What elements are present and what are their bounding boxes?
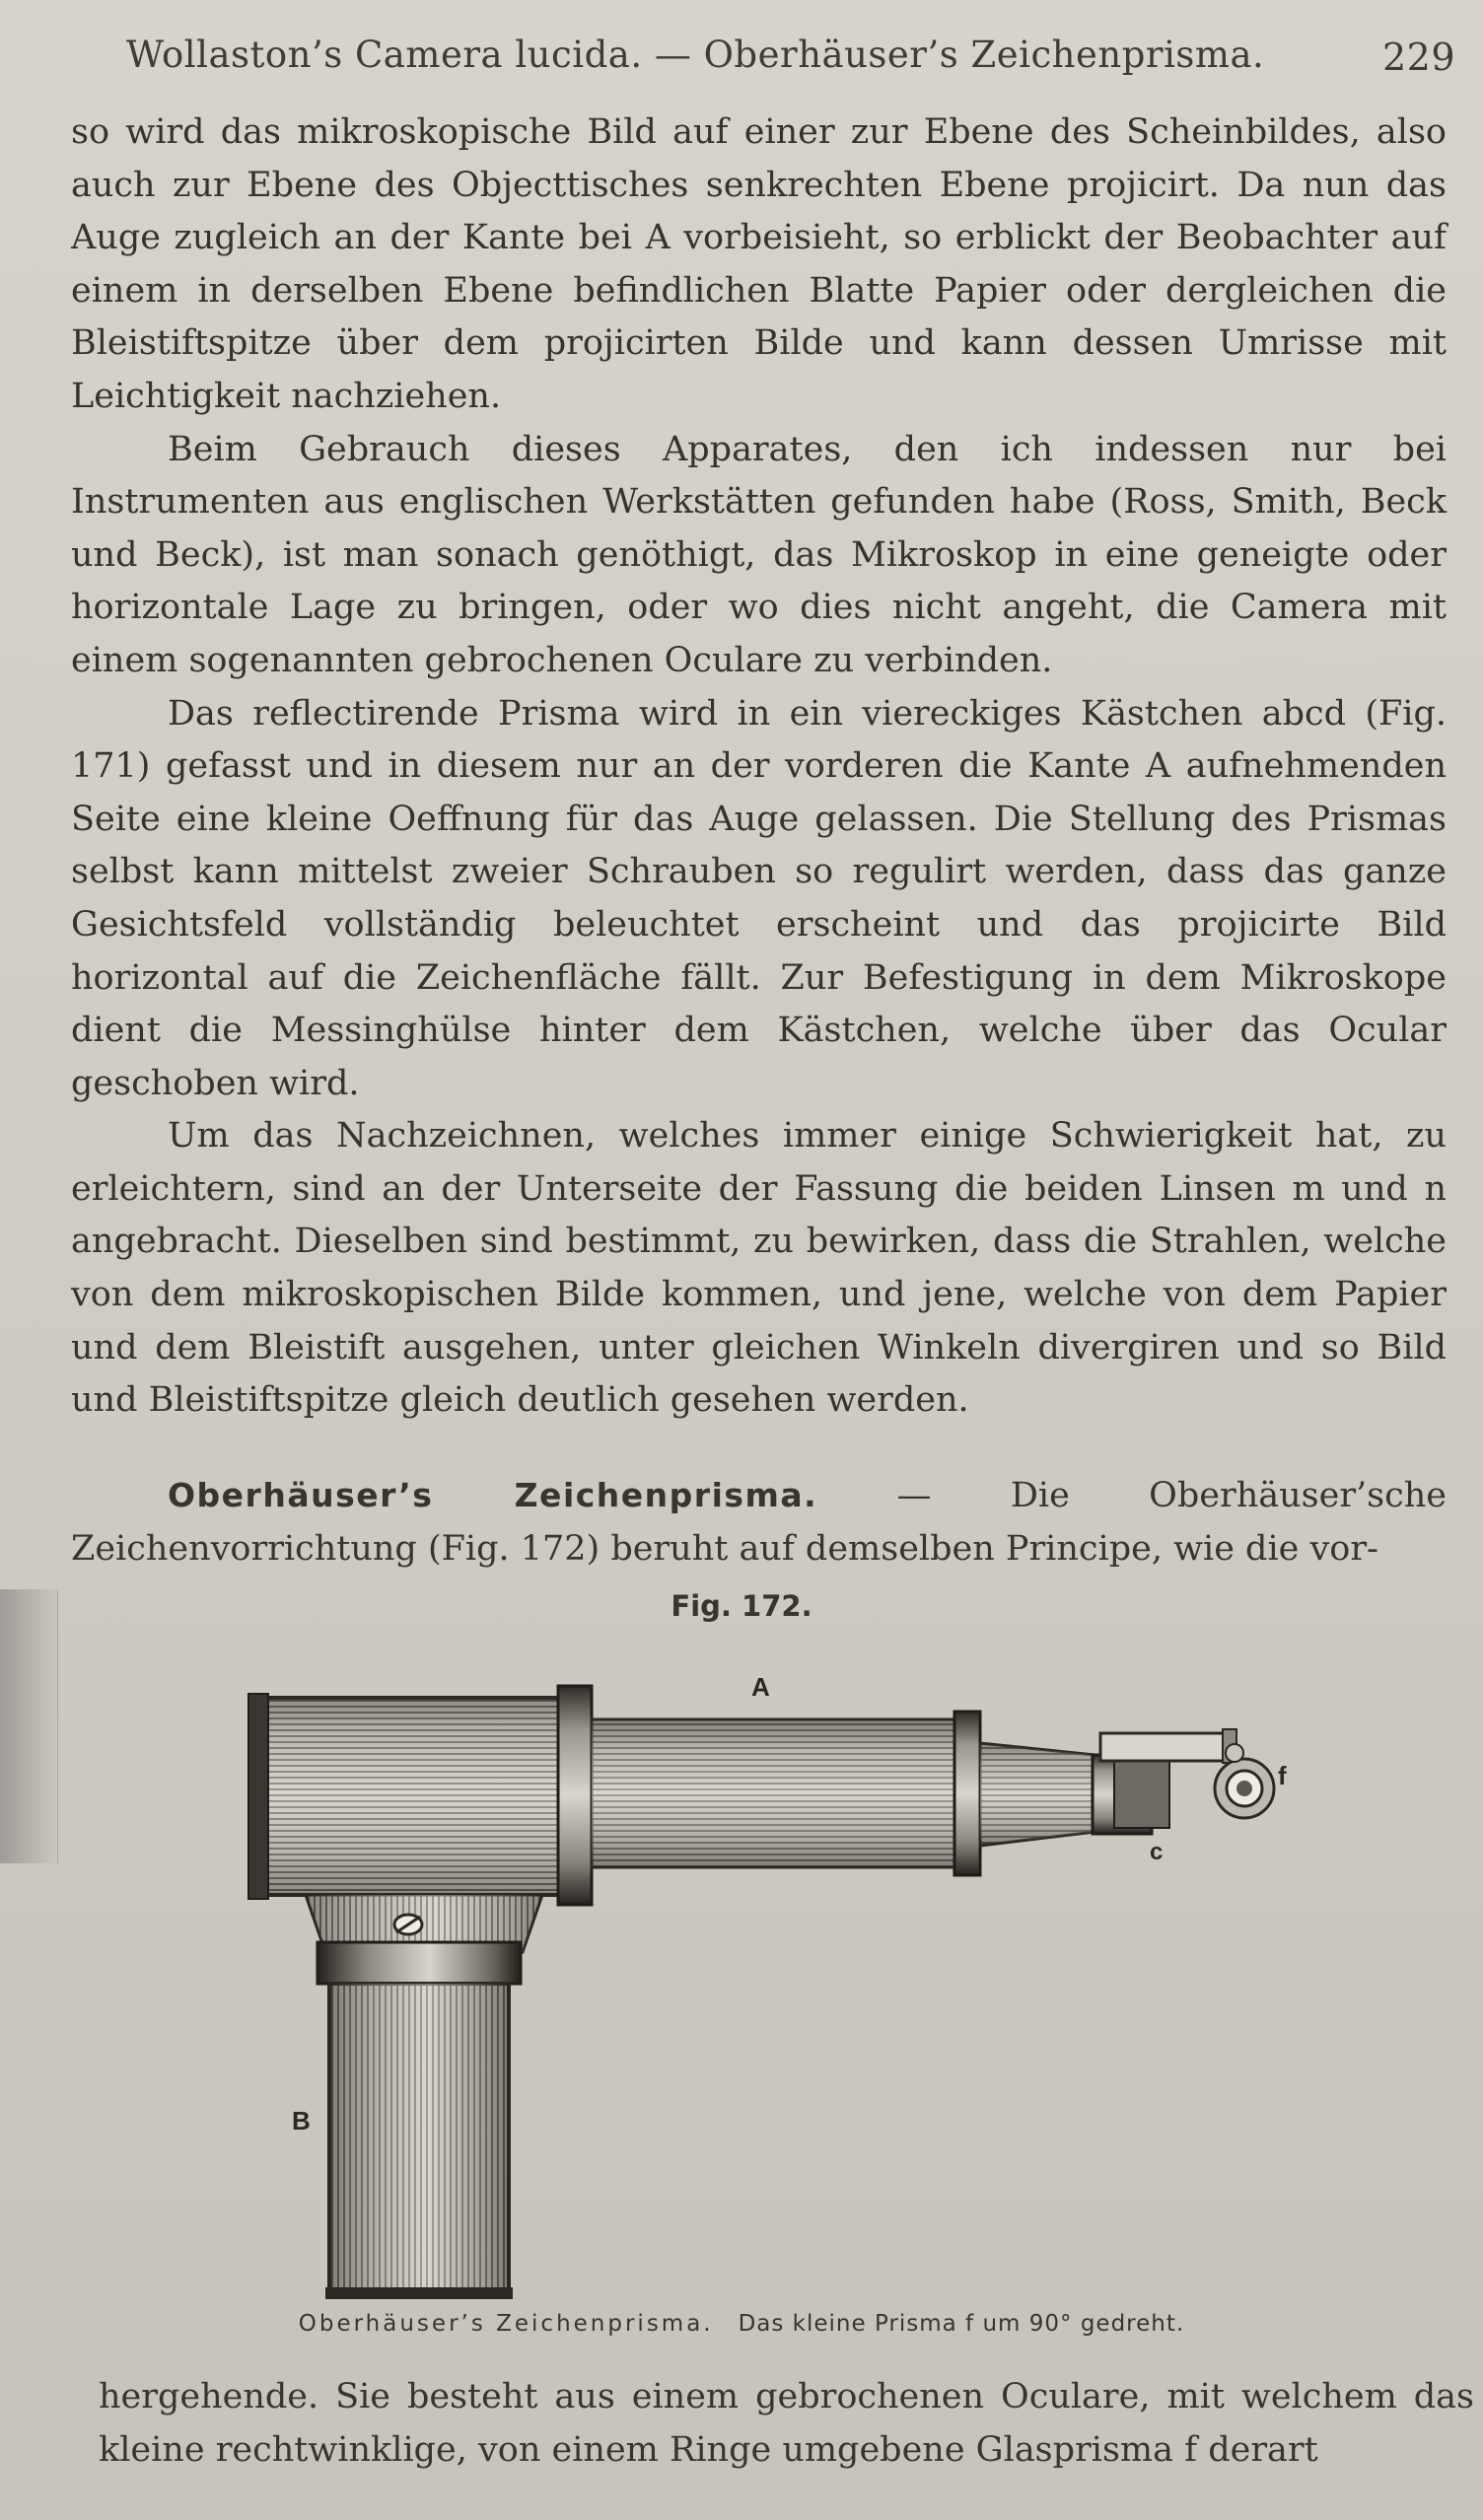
paragraph-4: Um das Nachzeichnen, welches immer einige Schwierigkeit hat, zu erleichtern, sind an der Unterseite der Fassung die beiden Linsen m und n angebracht. Dieselben sind bestimmt, zu bewirken, dass die Strahlen, welche von dem mikroskopischen Bilde kommen, und jene, welche von dem Papier und dem Bleistift ausgehen, unter gleichen Winkeln divergiren und so Bild und Bleistiftspitze gleich deutlich gesehen werden. (71, 1116, 1447, 1421)
body-text (71, 106, 1447, 1428)
page-edge-tab (0, 1589, 58, 1863)
section-heading: Oberhäuser’s Zeichenprisma. (168, 1476, 818, 1514)
continuation-text (99, 2370, 1474, 2477)
collar-ring (558, 1686, 592, 1905)
drawing-prism-apparatus (247, 1656, 1321, 2307)
figure-illustration (247, 1656, 1321, 2307)
section-intro (71, 1469, 1447, 1575)
paragraph-1: so wird das mikroskopische Bild auf einer zur Ebene des Scheinbildes, also auch zur Ebene des Objecttisches senkrechten Ebene projicirt. Da nun das Auge zugleich an der Kante bei A vorbeisieht, so erblickt der Beobachter auf einem in derselben Ebene befindlichen Blatte Papier oder dergleichen die Bleistiftspitze über dem projicirten Bilde und kann dessen Umrisse mit Leichtigkeit nachziehen. (71, 112, 1447, 416)
prism-arm (1100, 1733, 1233, 1761)
letter-f: f (1278, 1761, 1287, 1790)
section-text: — Die Oberhäuser’sche Zeichenvorrichtung (Fig. 172) beruht auf demselben Principe, wie die vor- (71, 1476, 1447, 1569)
figure-caption (0, 2311, 1483, 2337)
header-title: Wollaston’s Camera lucida. — Oberhäuser’s Zeichenprisma. (126, 34, 1265, 76)
continuation-paragraph: hergehende. Sie besteht aus einem gebrochenen Oculare, mit welchem das kleine rechtwinklige, von einem Ringe umgebene Glasprisma f derart (99, 2377, 1474, 2470)
letter-b: B (292, 2106, 311, 2135)
letter-a: A (751, 1672, 770, 1702)
page-number: 229 (1381, 35, 1455, 79)
letter-c: c (1150, 1839, 1164, 1865)
running-header (126, 26, 1455, 95)
paragraph-3: Das reflectirende Prisma wird in ein viereckiges Kästchen abcd (Fig. 171) gefasst und in diesem nur an der vorderen die Kante A aufnehmenden Seite eine kleine Oeffnung für das Auge gelassen. Die Stellung des Prismas selbst kann mittelst zweier Schrauben so regulirt werden, dass das ganze Gesichtsfeld vollständig beleuchtet erscheint und das projicirte Bild horizontal auf die Zeichenfläche fällt. Zur Befestigung in dem Mikroskope dient die Messinghülse hinter dem Kästchen, welche über das Ocular geschoben wird. (71, 693, 1447, 1103)
caption-note: Das kleine Prisma f um 90° gedreht. (738, 2311, 1185, 2337)
paragraph-2: Beim Gebrauch dieses Apparates, den ich indessen nur bei Instrumenten aus englischen Werkstätten gefunden habe (Ross, Smith, Beck und Beck), ist man sonach genöthigt, das Mikroskop in eine geneigte oder horizontale Lage zu bringen, oder wo dies nicht angeht, die Camera mit einem sogenannten gebrochenen Oculare zu verbinden. (71, 429, 1447, 680)
figure-label: Fig. 172. (671, 1589, 812, 1623)
lower-collar (318, 1942, 521, 1984)
caption-name: Oberhäuser’s Zeichenprisma. (298, 2311, 714, 2337)
